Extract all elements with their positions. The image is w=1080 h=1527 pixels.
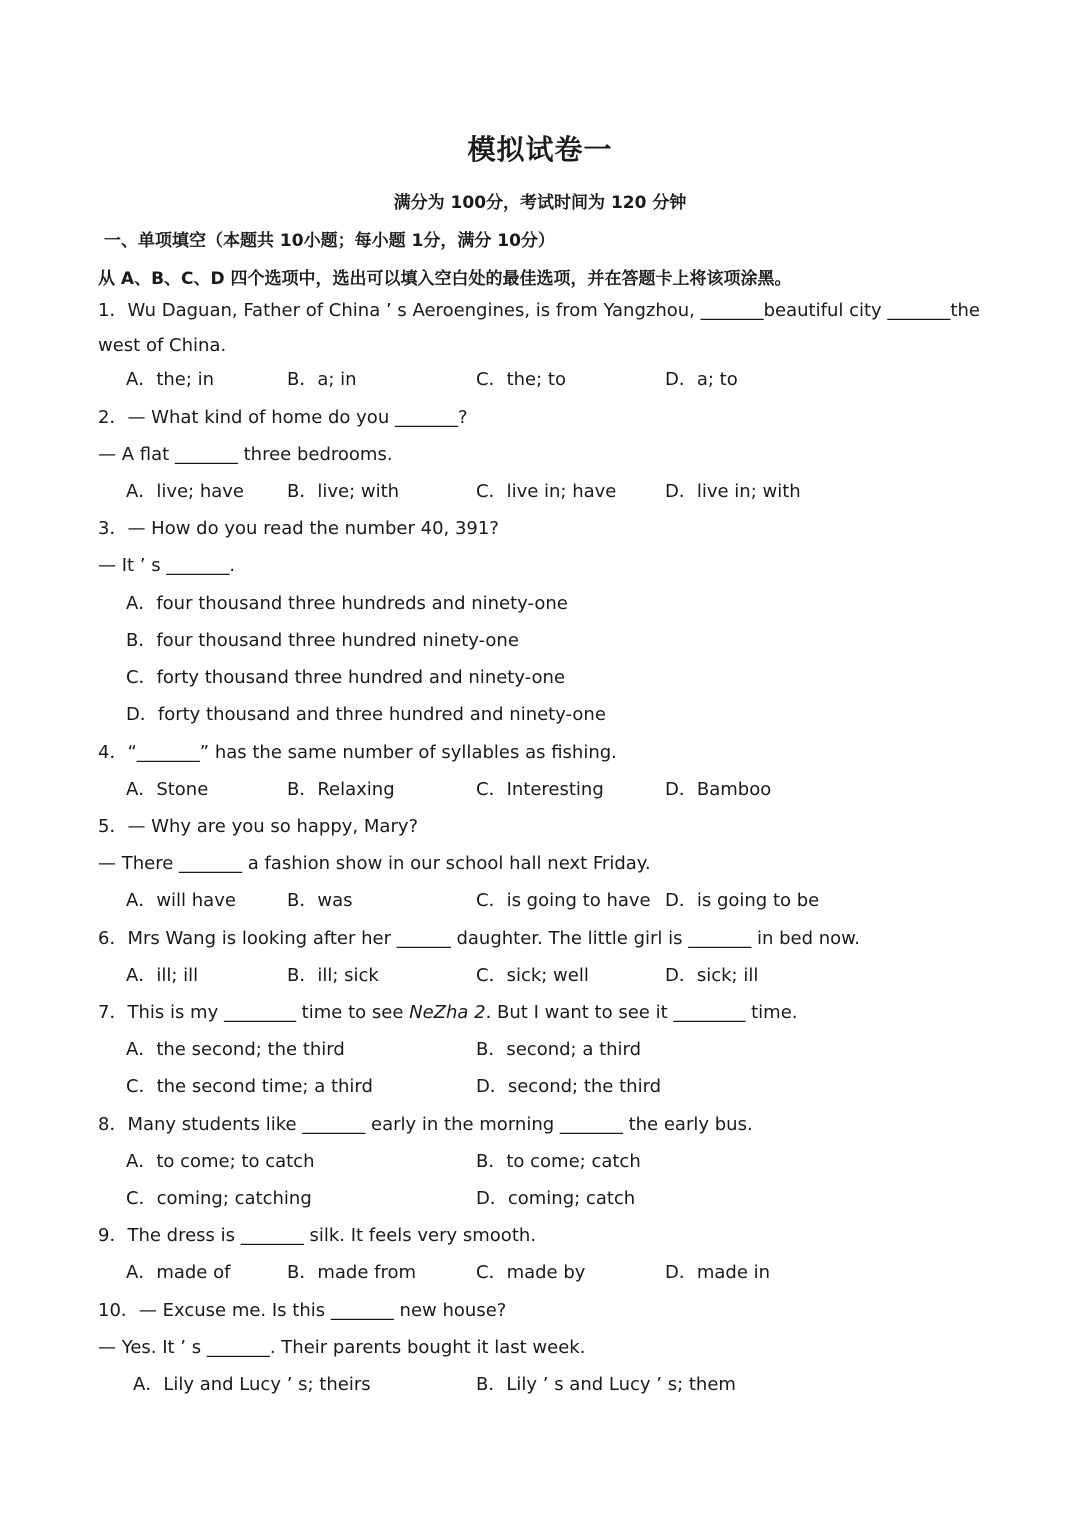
question-10-option-b: B．Lily ’ s and Lucy ’ s; them — [476, 1374, 736, 1395]
question-2-option-c: C．live in; have — [476, 481, 617, 502]
question-7-option-c: C．the second time; a third — [126, 1076, 373, 1097]
question-3-stem: 3．— How do you read the number 40, 391? — [98, 518, 499, 539]
question-3-option-c: C．forty thousand three hundred and ninety-one — [126, 667, 566, 688]
question-6-option-d: D．sick; ill — [665, 965, 759, 986]
question-3-option-a: A．four thousand three hundreds and ninety-one — [126, 593, 568, 614]
exam-title: 模拟试卷一 — [467, 133, 613, 166]
question-3-stem-cont: — It ’ s _______. — [98, 555, 236, 576]
question-8-option-c: C．coming; catching — [126, 1188, 312, 1209]
question-4-option-c: C．Interesting — [476, 779, 604, 800]
question-6-stem: 6．Mrs Wang is looking after her ______ daughter. The little girl is _______ in bed now. — [98, 928, 860, 949]
question-7-option-a: A．the second; the third — [126, 1039, 345, 1060]
question-3-option-b: B．four thousand three hundred ninety-one — [126, 630, 519, 651]
question-1-option-c: C．the; to — [476, 369, 566, 390]
section-heading: 一、单项填空（本题共 10小题；每小题 1分，满分 10分） — [104, 231, 555, 251]
question-5-stem-cont: — There _______ a fashion show in our school hall next Friday. — [98, 853, 651, 874]
question-7-stem-before: 7．This is my ________ time to see — [98, 1002, 410, 1023]
question-10-option-a: A．Lily and Lucy ’ s; theirs — [133, 1374, 371, 1395]
question-6-option-b: B．ill; sick — [287, 965, 379, 986]
question-10-stem-cont: — Yes. It ’ s _______. Their parents bought it last week. — [98, 1337, 586, 1358]
question-8-option-a: A．to come; to catch — [126, 1151, 315, 1172]
question-9-option-a: A．made of — [126, 1262, 231, 1283]
question-4-stem: 4．“_______” has the same number of syllables as fishing. — [98, 742, 617, 763]
question-4-option-b: B．Relaxing — [287, 779, 395, 800]
question-5-stem: 5．— Why are you so happy, Mary? — [98, 816, 419, 837]
question-1-stem: 1．Wu Daguan, Father of China ’ s Aeroengines, is from Yangzhou, _______beautiful city _______the — [98, 300, 980, 321]
question-5-option-b: B．was — [287, 890, 353, 911]
question-9-option-d: D．made in — [665, 1262, 771, 1283]
question-2-stem-cont: — A flat _______ three bedrooms. — [98, 444, 393, 465]
question-2-option-d: D．live in; with — [665, 481, 801, 502]
exam-subtitle: 满分为 100分，考试时间为 120 分钟 — [393, 193, 687, 213]
question-7-stem-after: . But I want to see it ________ time. — [485, 1002, 798, 1023]
question-5-option-a: A．will have — [126, 890, 236, 911]
question-7-stem — [98, 1001, 798, 1025]
question-5-option-d: D．is going to be — [665, 890, 820, 911]
question-2-option-b: B．live; with — [287, 481, 400, 502]
question-10-stem: 10．— Excuse me. Is this _______ new house? — [98, 1300, 507, 1321]
question-1-option-a: A．the; in — [126, 369, 215, 390]
question-4-option-a: A．Stone — [126, 779, 209, 800]
question-8-option-b: B．to come; catch — [476, 1151, 641, 1172]
question-2-option-a: A．live; have — [126, 481, 244, 502]
question-4-option-d: D．Bamboo — [665, 779, 772, 800]
question-1-option-b: B．a; in — [287, 369, 357, 390]
question-6-option-a: A．ill; ill — [126, 965, 199, 986]
question-3-option-d: D．forty thousand and three hundred and ninety-one — [126, 704, 606, 725]
question-7-option-d: D．second; the third — [476, 1076, 662, 1097]
question-5-option-c: C．is going to have — [476, 890, 651, 911]
question-9-option-c: C．made by — [476, 1262, 586, 1283]
section-instruction: 从 A、B、C、D 四个选项中，选出可以填入空白处的最佳选项，并在答题卡上将该项涂黑。 — [98, 269, 792, 289]
question-1-option-d: D．a; to — [665, 369, 738, 390]
question-1-stem-cont: west of China. — [98, 335, 227, 356]
question-7-option-b: B．second; a third — [476, 1039, 642, 1060]
question-7-movie-title: NeZha 2 — [409, 1002, 486, 1023]
question-9-option-b: B．made from — [287, 1262, 417, 1283]
question-6-option-c: C．sick; well — [476, 965, 589, 986]
question-8-option-d: D．coming; catch — [476, 1188, 636, 1209]
question-8-stem: 8．Many students like _______ early in the morning _______ the early bus. — [98, 1114, 753, 1135]
question-9-stem: 9．The dress is _______ silk. It feels very smooth. — [98, 1225, 537, 1246]
question-2-stem: 2．— What kind of home do you _______? — [98, 407, 468, 428]
